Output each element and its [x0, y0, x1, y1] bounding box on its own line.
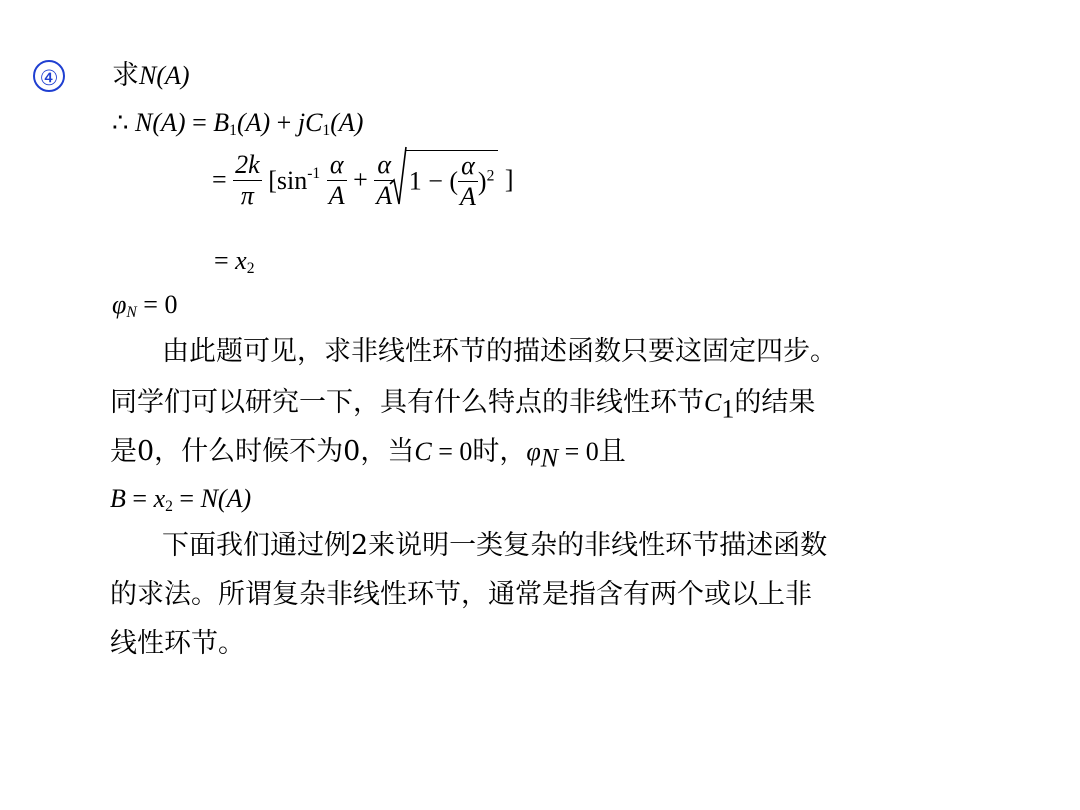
C-symbol: C	[305, 108, 323, 137]
step-title-expr: N(A)	[139, 61, 190, 90]
p1-line3-text: 是0，什么时候不为0，当	[110, 436, 415, 467]
C-argument: (A)	[330, 108, 364, 137]
C-subscript: 1	[322, 121, 331, 139]
paragraph-2-line-1: 下面我们通过例2来说明一类复杂的非线性环节描述函数	[162, 530, 828, 561]
paragraph-1-line-4	[110, 486, 251, 514]
A-denominator: A	[328, 180, 345, 210]
phi-subscript: N	[126, 303, 137, 321]
fraction-numerator: 2k	[235, 149, 260, 179]
equals-zero: = 0	[431, 437, 473, 466]
equation-line-3	[214, 248, 255, 276]
one-minus: 1 − (	[408, 166, 459, 196]
equation-line-4	[112, 292, 177, 320]
phi-equals-zero: = 0	[143, 290, 178, 319]
A-denominator: A	[376, 180, 393, 210]
N-of-A: N(A)	[200, 484, 252, 513]
step-title-cn: 求	[112, 60, 139, 91]
phi-subscript: N	[540, 443, 559, 473]
A-denominator: A	[460, 182, 476, 211]
equals-sign: =	[212, 165, 227, 194]
step-marker-circled-4: ④	[33, 60, 65, 92]
inverse-superscript: -1	[307, 165, 321, 183]
radicand	[405, 150, 499, 210]
therefore-symbol: ∴	[112, 108, 129, 137]
paragraph-1-line-1: 由此题可见，求非线性环节的描述函数只要这固定四步。	[162, 336, 837, 367]
square-exponent: 2	[486, 167, 495, 185]
lhs-N-of-A: N(A)	[135, 108, 186, 137]
paragraph-1-line-2	[110, 389, 815, 423]
fraction-alpha-over-A-1	[327, 149, 347, 210]
phi-symbol: φ	[112, 290, 127, 319]
p1-line3-end: 且	[598, 436, 626, 467]
alpha-numerator: α	[377, 149, 392, 179]
p1-line2-end: 的结果	[734, 387, 816, 418]
B-symbol: B	[110, 484, 126, 513]
plus-sign: +	[353, 165, 368, 194]
square-root	[401, 150, 499, 210]
plus-sign: +	[276, 108, 292, 137]
alpha-numerator: α	[329, 149, 344, 179]
equals-zero: = 0	[558, 437, 599, 466]
p1-line2-text: 同学们可以研究一下，具有什么特点的非线性环节	[110, 387, 704, 418]
open-bracket: [	[268, 165, 277, 195]
x-subscript: 2	[246, 259, 255, 277]
x-subscript: 2	[165, 497, 173, 515]
B-argument: (A)	[236, 108, 271, 137]
paragraph-1-line-3	[110, 438, 626, 472]
sin-function: sin	[276, 165, 308, 195]
B-symbol: B	[213, 108, 230, 137]
B-subscript: 1	[229, 121, 237, 139]
alpha-numerator: α	[461, 151, 475, 180]
fraction-denominator: π	[240, 180, 254, 210]
equation-line-2	[212, 150, 514, 210]
fraction-alpha-over-A-3	[458, 153, 478, 210]
phi-symbol: φ	[526, 437, 541, 466]
C-subscript: 1	[721, 394, 735, 424]
j-symbol: j	[297, 108, 306, 137]
x-symbol: x	[235, 246, 247, 275]
p1-line3-mid: 时，	[472, 436, 527, 467]
close-paren: )	[477, 166, 487, 196]
fraction-2k-over-pi	[233, 149, 262, 210]
x-symbol: x	[153, 484, 166, 513]
paragraph-2-line-2: 的求法。所谓复杂非线性环节，通常是指含有两个或以上非	[110, 579, 812, 610]
C-symbol: C	[414, 437, 432, 466]
equals-sign: =	[214, 246, 229, 275]
equals-sign: =	[125, 484, 154, 513]
radical-sign-icon	[389, 146, 407, 208]
step-title	[112, 62, 190, 89]
close-bracket: ]	[504, 165, 514, 194]
equals-sign: =	[172, 484, 201, 513]
equals-sign: =	[192, 108, 207, 137]
paragraph-2-line-3: 线性环节。	[110, 628, 245, 659]
equation-line-1	[112, 110, 363, 138]
C-symbol: C	[704, 388, 722, 417]
